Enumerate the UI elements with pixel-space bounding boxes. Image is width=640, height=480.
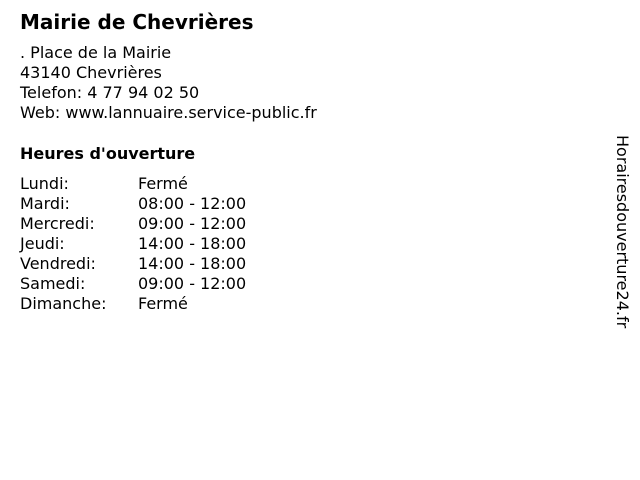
day-label: Vendredi: (20, 254, 96, 273)
hours-row-thursday (20, 234, 246, 254)
day-label: Mardi: (20, 194, 70, 213)
opening-hours-table (20, 174, 246, 314)
watermark-text: Horairesdouverture24.fr (613, 135, 632, 329)
hours-row-tuesday (20, 194, 246, 214)
hours-row-wednesday (20, 214, 246, 234)
day-label: Lundi: (20, 174, 69, 193)
time-value: 14:00 - 18:00 (138, 234, 247, 253)
day-label: Mercredi: (20, 214, 95, 233)
day-label: Samedi: (20, 274, 86, 293)
site-watermark (612, 135, 632, 345)
website: Web: www.lannuaire.service-public.fr (20, 103, 317, 122)
hours-row-friday (20, 254, 246, 274)
hours-row-saturday (20, 274, 246, 294)
time-value: Fermé (138, 174, 188, 193)
street-address: . Place de la Mairie (20, 43, 172, 62)
page-title: Mairie de Chevrières (20, 10, 254, 34)
time-value: 14:00 - 18:00 (138, 254, 247, 273)
address-block (20, 43, 317, 123)
postal-city: 43140 Chevrières (20, 63, 162, 82)
time-value: 09:00 - 12:00 (138, 214, 247, 233)
day-label: Jeudi: (20, 234, 65, 253)
hours-heading: Heures d'ouverture (20, 144, 196, 163)
phone-number: Telefon: 4 77 94 02 50 (20, 83, 200, 102)
time-value: 08:00 - 12:00 (138, 194, 247, 213)
time-value: Fermé (138, 294, 188, 313)
time-value: 09:00 - 12:00 (138, 274, 247, 293)
hours-row-sunday (20, 294, 246, 314)
day-label: Dimanche: (20, 294, 107, 313)
hours-row-monday (20, 174, 246, 194)
